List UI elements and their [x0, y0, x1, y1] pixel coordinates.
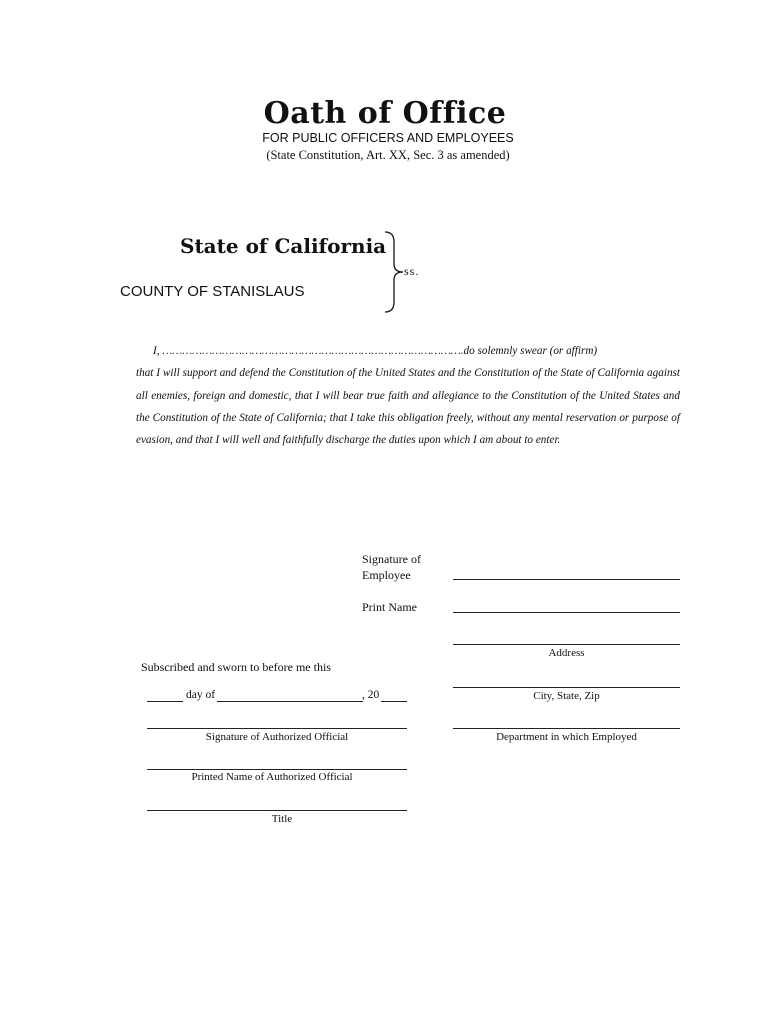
day-of-label: day of [186, 689, 216, 701]
oath-text [136, 340, 680, 451]
employee-signature-label: Signature of [362, 552, 421, 566]
employee-signature-label-2: Employee [362, 568, 411, 582]
official-name-line[interactable] [147, 769, 407, 770]
month-line[interactable] [217, 701, 363, 702]
oath-opening: I, ……………………………………………………………………………….do solemnly swear (or affirm) [153, 345, 598, 357]
official-name-label: Printed Name of Authorized Official [191, 771, 353, 783]
department-line[interactable] [453, 728, 680, 729]
print-name-line[interactable] [453, 612, 680, 613]
official-signature-line[interactable] [147, 728, 407, 729]
county-name: COUNTY OF STANISLAUS [120, 283, 305, 300]
city-state-zip-line[interactable] [453, 687, 680, 688]
document-title: Oath of Office [263, 96, 507, 131]
constitution-citation: (State Constitution, Art. XX, Sec. 3 as amended) [266, 148, 510, 162]
title-line[interactable] [147, 810, 407, 811]
year-line[interactable] [381, 701, 407, 702]
title-label: Title [271, 813, 293, 825]
oath-body: that I will support and defend the Constitution of the United States and the Constitution of the State of California against all enemies, foreign and domestic, that I will bear true faith and allegiance to the Constitution of the United States and the Constitution of the State of California; that I take this obligation freely, without any mental reservation or purpose of evasion, and that I will well and faithfully discharge the duties upon which I am about to enter. [136, 367, 680, 447]
scilicet-mark: ss. [404, 264, 420, 278]
sworn-statement: Subscribed and sworn to before me this [141, 660, 331, 674]
state-name: State of California [180, 234, 387, 258]
address-line[interactable] [453, 644, 680, 645]
city-state-zip-label: City, State, Zip [533, 690, 600, 702]
print-name-label: Print Name [362, 600, 417, 614]
document-subtitle: FOR PUBLIC OFFICERS AND EMPLOYEES [262, 131, 514, 145]
day-line[interactable] [147, 701, 183, 702]
address-label: Address [548, 647, 585, 659]
curly-brace-icon [383, 230, 405, 314]
department-label: Department in which Employed [496, 731, 637, 743]
official-signature-label: Signature of Authorized Official [205, 731, 349, 743]
employee-signature-line[interactable] [453, 579, 680, 580]
year-prefix-label: , 20 [362, 689, 380, 701]
